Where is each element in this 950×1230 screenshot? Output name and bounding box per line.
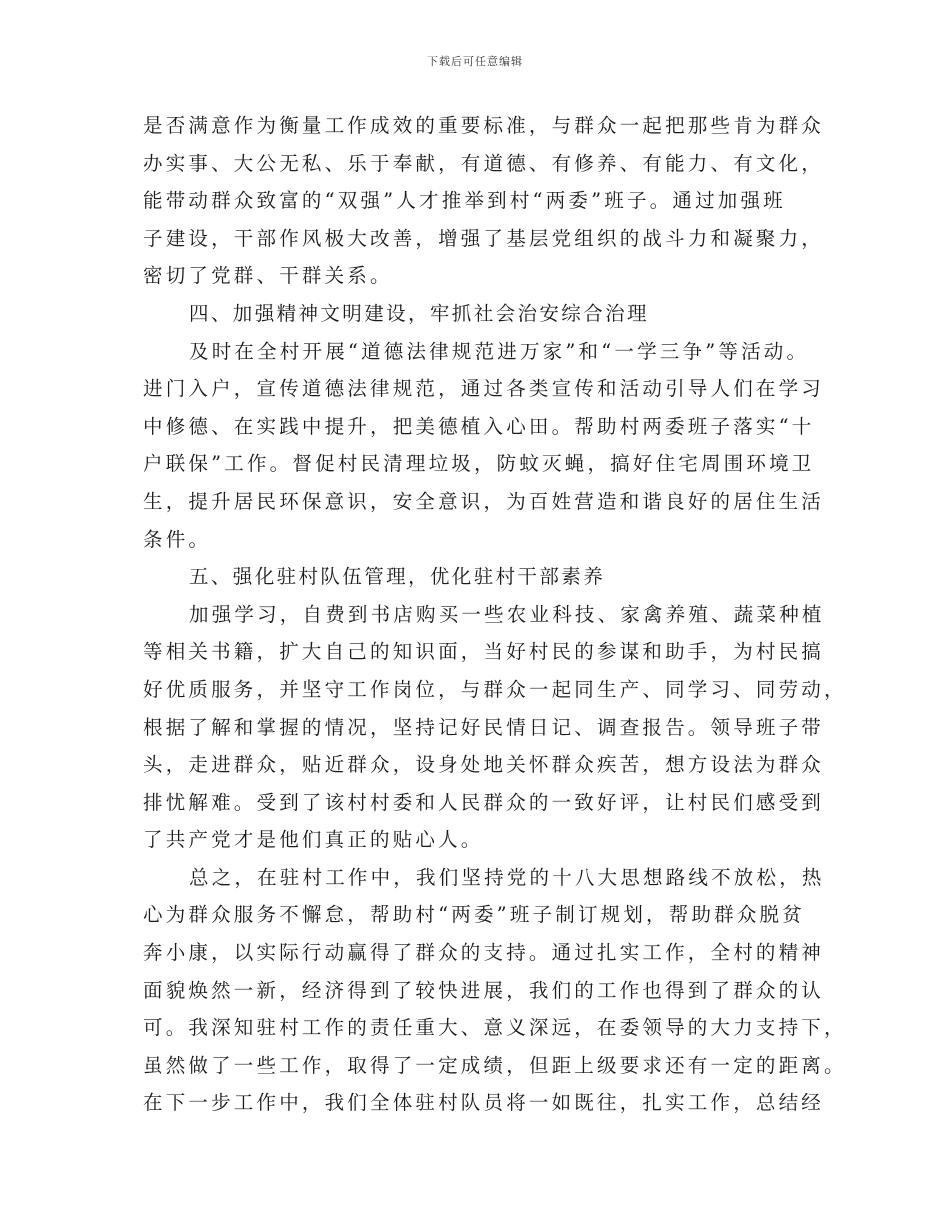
text-line: 根据了解和掌握的情况，坚持记好民情日记、调查报告。领导班子带 [143,715,825,739]
document-body [143,107,847,1122]
text-line: 密切了党群、干群关系。 [143,264,393,288]
paragraph-start: 及时在全村开展“道德法律规范进万家”和“一学三争”等活动。 [189,339,810,363]
section-heading-5: 五、强化驻村队伍管理，优化驻村干部素养 [189,565,606,589]
text-line: 心为群众服务不懈怠，帮助村“两委”班子制订规划，帮助群众脱贫 [143,903,805,927]
text-line: 子建设，干部作风极大改善，增强了基层党组织的战斗力和凝聚力， [143,226,825,250]
paragraph-start: 总之，在驻村工作中，我们坚持党的十八大思想路线不放松，热 [189,865,825,889]
text-line: 奔小康，以实际行动赢得了群众的支持。通过扎实工作，全村的精神 [143,941,825,965]
text-line: 好优质服务，并坚守工作岗位，与群众一起同生产、同学习、同劳动， [143,677,847,701]
text-line: 了共产党才是他们真正的贴心人。 [143,828,484,852]
text-line: 头，走进群众，贴近群众，设身处地关怀群众疾苦，想方设法为群众 [143,753,825,777]
text-line: 等相关书籍，扩大自己的知识面，当好村民的参谋和助手，为村民搞 [143,640,825,664]
text-line: 排忧解难。受到了该村村委和人民群众的一致好评，让村民们感受到 [143,790,825,814]
text-line: 虽然做了一些工作，取得了一定成绩，但距上级要求还有一定的距离。 [143,1053,847,1077]
text-line: 可。我深知驻村工作的责任重大、意义深远，在委领导的大力支持下， [143,1016,847,1040]
text-line: 户联保”工作。督促村民清理垃圾，防蚊灭蝇，搞好住宅周围环境卫 [143,452,815,476]
header-note: 下载后可任意编辑 [427,55,523,68]
text-line: 能带动群众致富的“双强”人才推举到村“两委”班子。通过加强班 [143,189,786,213]
section-heading-4: 四、加强精神文明建设，牢抓社会治安综合治理 [189,301,649,325]
text-line: 进门入户，宣传道德法律规范，通过各类宣传和活动引导人们在学习 [143,377,825,401]
text-line: 生，提升居民环保意识，安全意识，为百姓营造和谐良好的居住生活 [143,489,825,513]
paragraph-start: 加强学习，自费到书店购买一些农业科技、家禽养殖、蔬菜种植 [189,602,825,626]
text-line: 是否满意作为衡量工作成效的重要标准，与群众一起把那些肯为群众 [143,114,825,137]
text-line: 中修德、在实践中提升，把美德植入心田。帮助村两委班子落实“十 [143,414,815,438]
text-line: 条件。 [143,527,212,551]
text-line: 办实事、大公无私、乐于奉献，有道德、有修养、有能力、有文化， [143,151,825,175]
text-line: 面貌焕然一新，经济得到了较快进展，我们的工作也得到了群众的认 [143,978,825,1002]
text-line: 在下一步工作中，我们全体驻村队员将一如既往，扎实工作，总结经 [143,1091,825,1115]
